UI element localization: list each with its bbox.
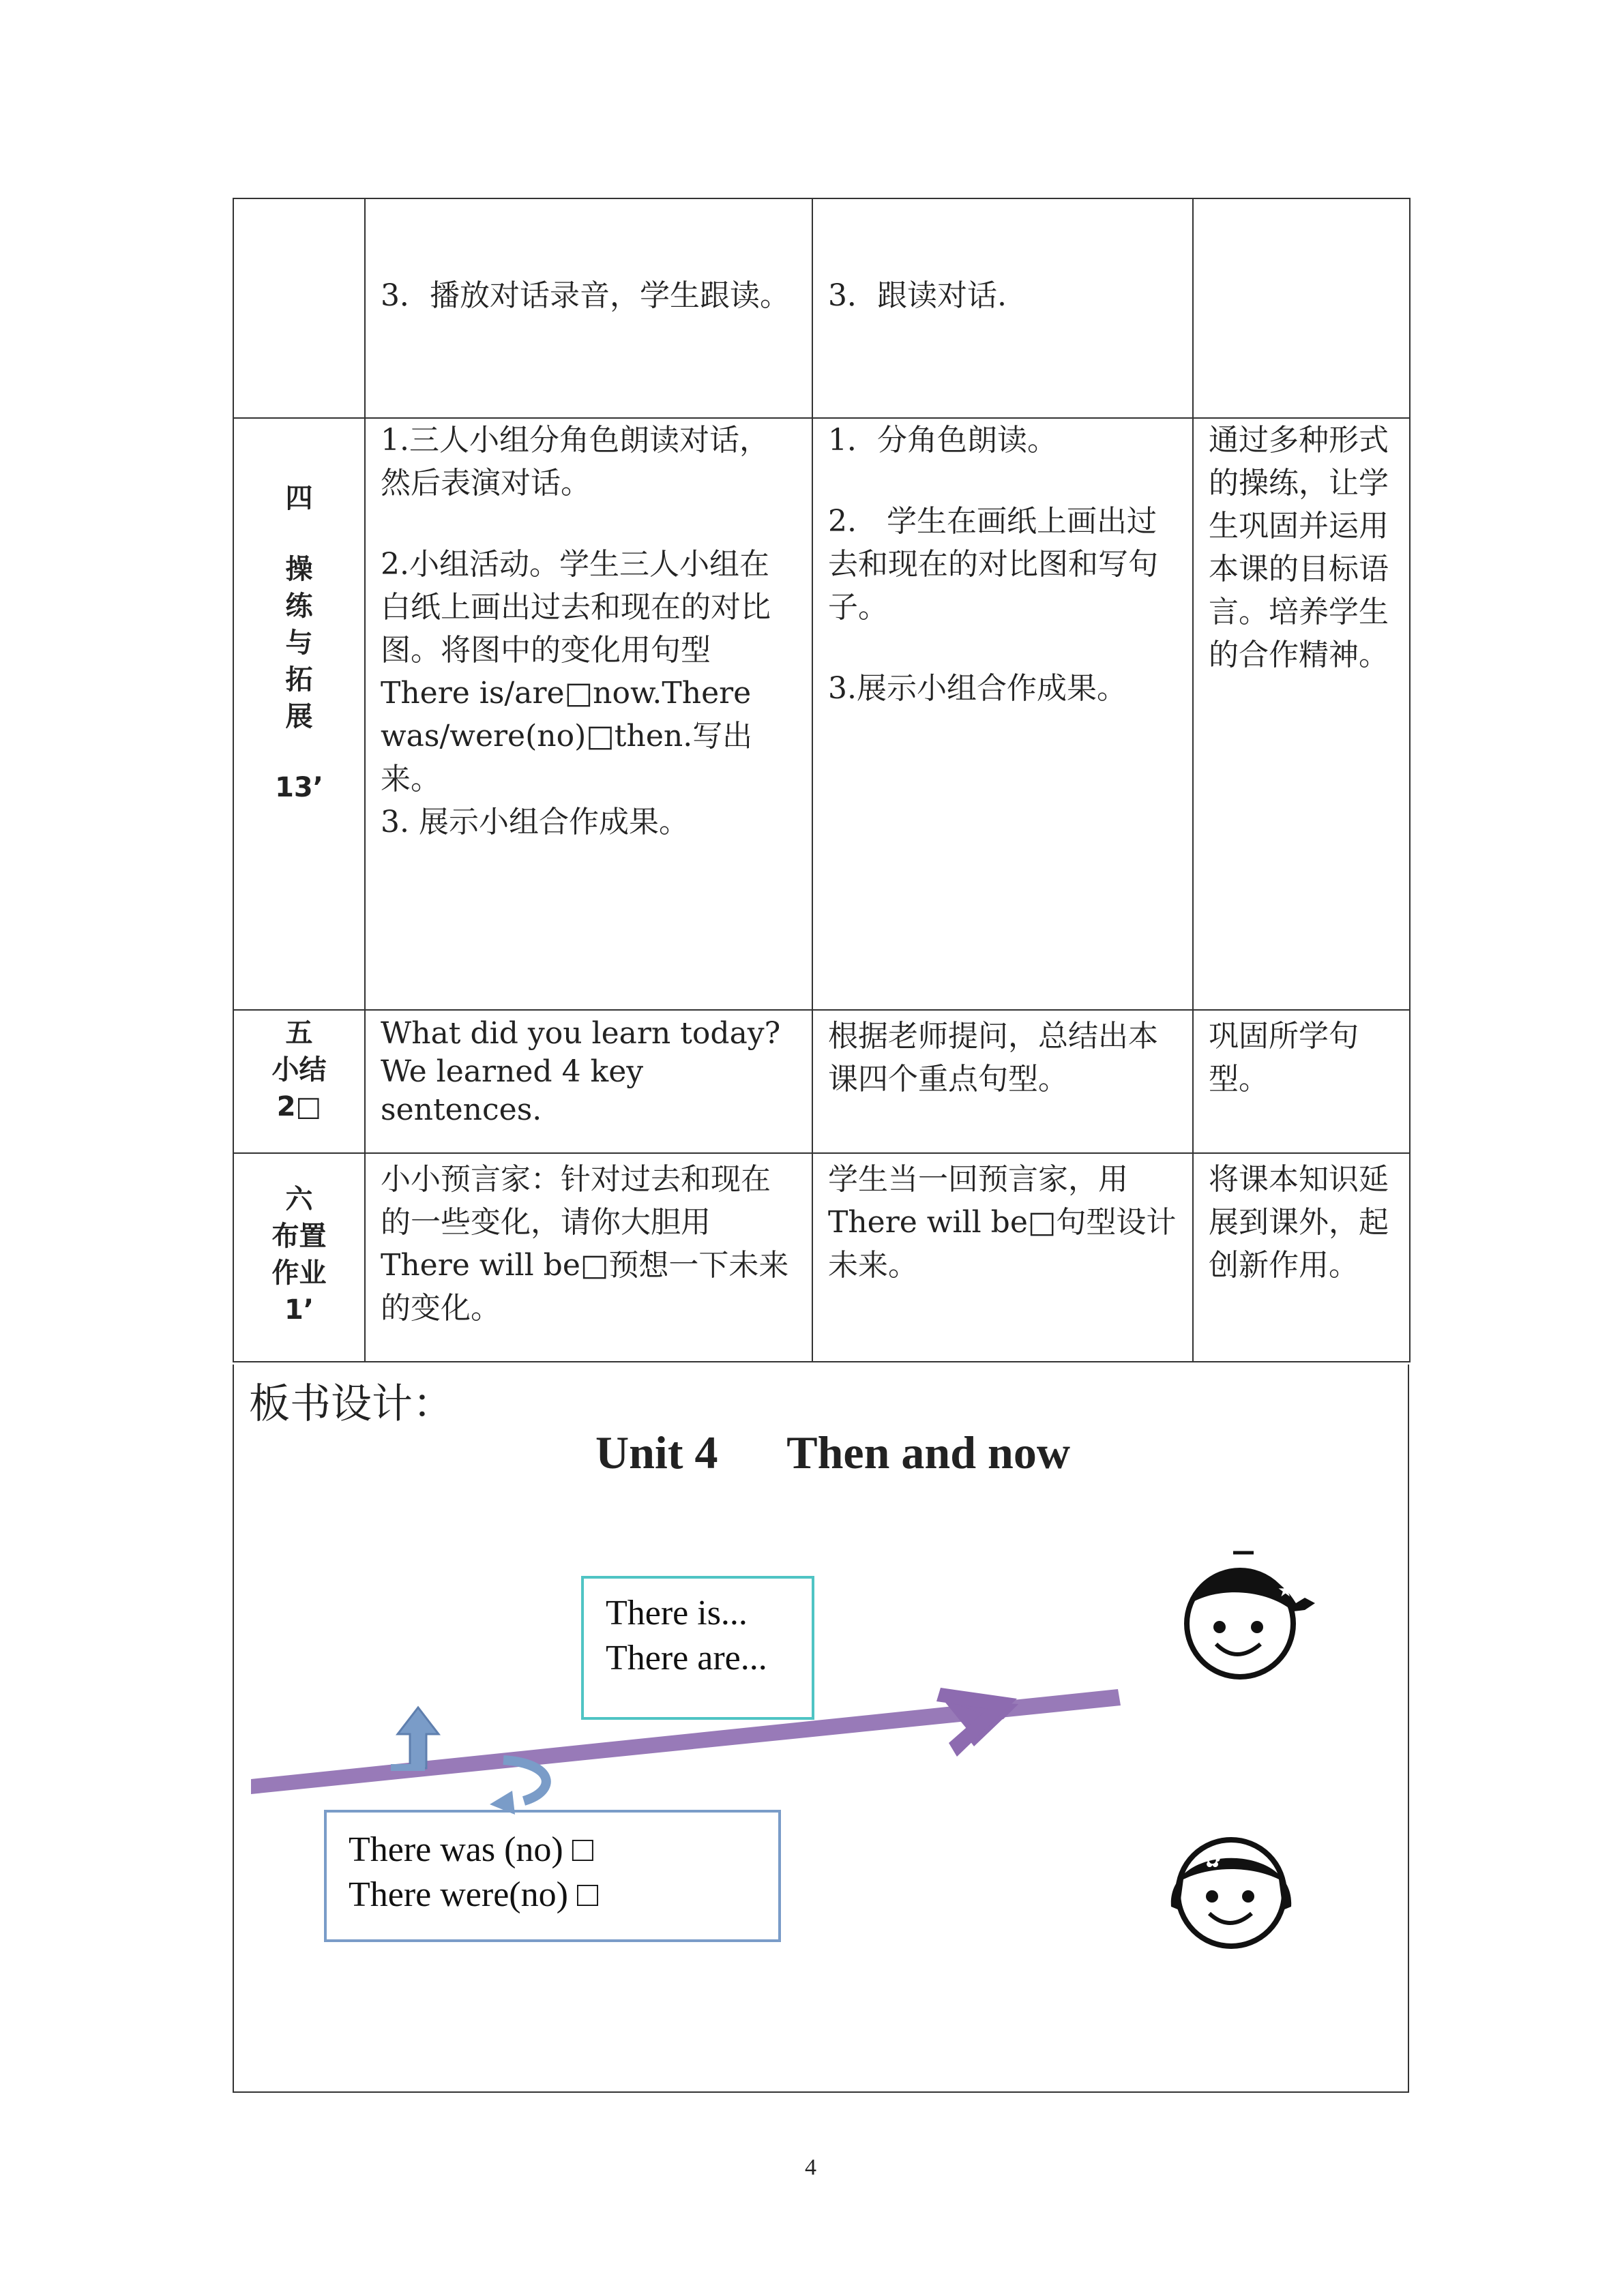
- student-text: 1．分角色朗读。: [828, 423, 1057, 458]
- stage-char: 练: [285, 591, 313, 622]
- student-text: 根据老师提问，总结出本课四个重点句型。: [828, 1019, 1158, 1097]
- student-activity-cell: [812, 418, 1193, 1010]
- then-sentence: There was (no) □: [349, 1830, 594, 1869]
- stage-char: 展: [285, 701, 313, 732]
- board-title: Unit 4 Then and now: [595, 1427, 1070, 1478]
- teacher-activity-cell: [365, 1153, 812, 1362]
- stage-duration: 13’: [275, 772, 323, 803]
- purpose-text: 将课本知识延展到课外，起创新作用。: [1209, 1162, 1389, 1283]
- purpose-text: 巩固所学句型。: [1209, 1019, 1359, 1097]
- stage-cell: [233, 418, 365, 1010]
- table-row: [233, 1010, 1410, 1153]
- svg-text:★: ★: [1278, 1581, 1294, 1601]
- teacher-text: 1.三人小组分角色朗读对话，然后表演对话。: [381, 423, 769, 501]
- svg-text:✿: ✿: [1204, 1849, 1222, 1873]
- teacher-text: What did you learn today? We learned 4 key sentences.: [381, 1016, 781, 1127]
- purpose-cell: [1193, 1153, 1410, 1362]
- student-text: 3.展示小组合作成果。: [828, 671, 1127, 706]
- student-text: 学生当一回预言家，用 There will be□句型设计未来。: [828, 1162, 1177, 1283]
- table-row: [233, 418, 1410, 1010]
- purpose-cell: [1193, 1010, 1410, 1153]
- student-activity-cell: [812, 1010, 1193, 1153]
- page-number: 4: [805, 2155, 816, 2180]
- stage-char: 操: [285, 554, 313, 585]
- stage-char: 与: [285, 627, 313, 659]
- stage-duration: 2□: [276, 1091, 322, 1122]
- student-text: 2. 学生在画纸上画出过去和现在的对比图和写句子。: [828, 504, 1158, 625]
- teacher-text: 2.小组活动。学生三人小组在白纸上画出过去和现在的对比图。将图中的变化用句型 There is/are□now.There was/were(no)□then.写出来。: [381, 547, 771, 796]
- teacher-activity-cell: [365, 418, 812, 1010]
- student-text: 3．跟读对话.: [828, 278, 1007, 313]
- teacher-text: 3. 展示小组合作成果。: [381, 805, 689, 839]
- stage-cell: [233, 198, 365, 418]
- stage-char: 拓: [285, 664, 313, 696]
- purpose-cell: [1193, 198, 1410, 418]
- teacher-activity-cell: [365, 1010, 812, 1153]
- stage-duration: 1’: [284, 1294, 314, 1326]
- stage-title: 布置: [271, 1221, 327, 1252]
- blackboard-design: [233, 1365, 1409, 2093]
- stage-number: 五: [285, 1017, 313, 1049]
- stage-number: 六: [285, 1184, 313, 1215]
- now-sentence: There are...: [606, 1639, 767, 1678]
- stage-number: 四: [285, 483, 313, 514]
- teacher-text: 3．播放对话录音，学生跟读。: [381, 278, 790, 313]
- girl-face-icon: [1171, 1840, 1291, 1946]
- stage-title: 作业: [271, 1257, 327, 1289]
- stage-title: 小结: [271, 1054, 327, 1086]
- table-row: [233, 1153, 1410, 1362]
- then-sentence: There were(no) □: [349, 1875, 599, 1914]
- student-activity-cell: [812, 1153, 1193, 1362]
- purpose-text: 通过多种形式的操练，让学生巩固并运用本课的目标语言。培养学生的合作精神。: [1209, 423, 1389, 672]
- now-sentence-box: [581, 1576, 814, 1720]
- stage-cell: [233, 1153, 365, 1362]
- then-sentence-box: [324, 1810, 781, 1942]
- now-sentence: There is...: [606, 1594, 748, 1632]
- teacher-text: 小小预言家：针对过去和现在的一些变化，请你大胆用 There will be□预想一下未来的变化。: [381, 1162, 789, 1326]
- table-row: [233, 198, 1410, 418]
- student-activity-cell: [812, 198, 1193, 418]
- teacher-activity-cell: [365, 198, 812, 418]
- stage-cell: [233, 1010, 365, 1153]
- boy-face-icon: [1187, 1553, 1315, 1677]
- board-label: 板书设计：: [249, 1380, 454, 1428]
- purpose-cell: [1193, 418, 1410, 1010]
- lesson-plan-table: [233, 198, 1411, 1362]
